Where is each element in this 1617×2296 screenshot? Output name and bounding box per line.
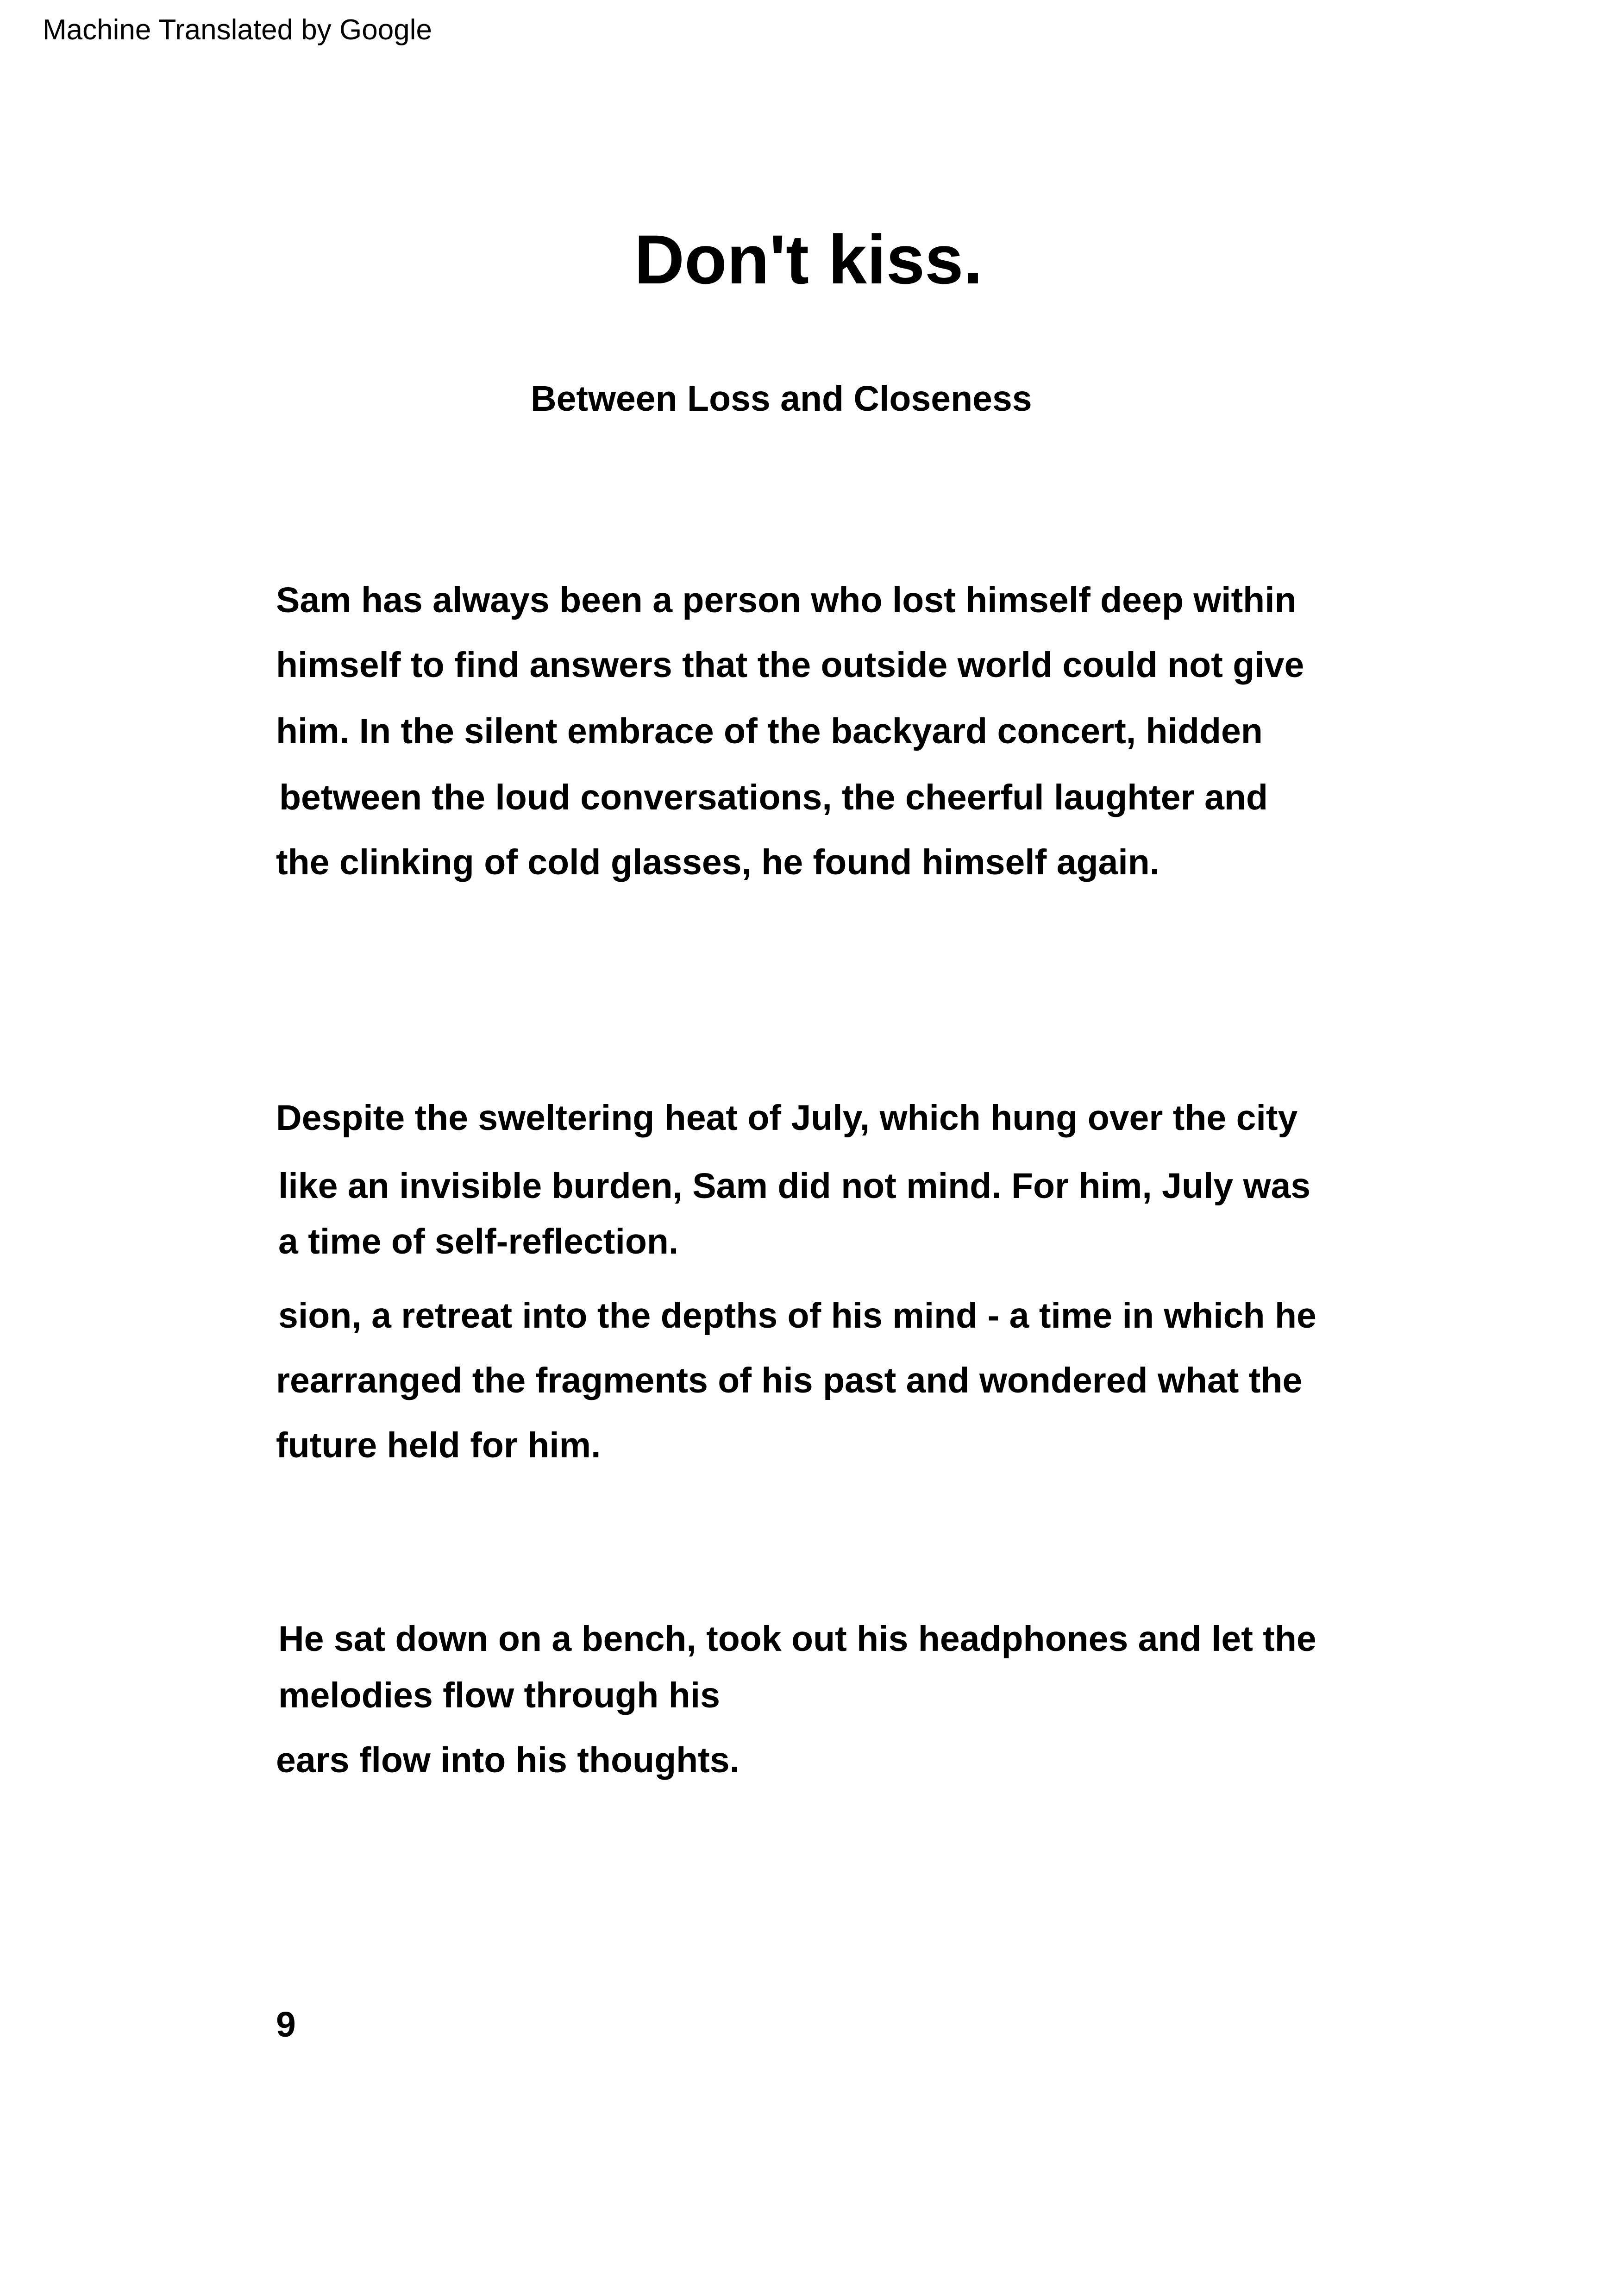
- paragraph-line: He sat down on a bench, took out his headphones and let the: [278, 1619, 1316, 1659]
- document-subtitle: Between Loss and Closeness: [531, 379, 1032, 419]
- paragraph-line: him. In the silent embrace of the backyard concert, hidden: [276, 711, 1263, 751]
- paragraph-line: rearranged the fragments of his past and wondered what the: [276, 1361, 1303, 1400]
- paragraph-line: future held for him.: [276, 1425, 601, 1465]
- paragraph-line: Sam has always been a person who lost himself deep within: [276, 580, 1297, 620]
- page-number: 9: [276, 2005, 296, 2045]
- paragraph-line: a time of self-reflection.: [278, 1222, 679, 1261]
- paragraph-line: melodies flow through his: [278, 1675, 720, 1715]
- paragraph-line: himself to find answers that the outside world could not give: [276, 645, 1304, 685]
- paragraph-line: sion, a retreat into the depths of his mind - a time in which he: [278, 1296, 1316, 1336]
- paragraph-line: Despite the sweltering heat of July, which hung over the city: [276, 1098, 1298, 1138]
- paragraph-line: like an invisible burden, Sam did not mind. For him, July was: [278, 1166, 1311, 1206]
- paragraph-line: between the loud conversations, the cheerful laughter and: [279, 778, 1268, 817]
- paragraph-line: the clinking of cold glasses, he found himself again.: [276, 842, 1160, 882]
- translation-note: Machine Translated by Google: [43, 14, 432, 46]
- document-title: Don't kiss.: [634, 220, 983, 298]
- paragraph-line: ears flow into his thoughts.: [276, 1740, 740, 1780]
